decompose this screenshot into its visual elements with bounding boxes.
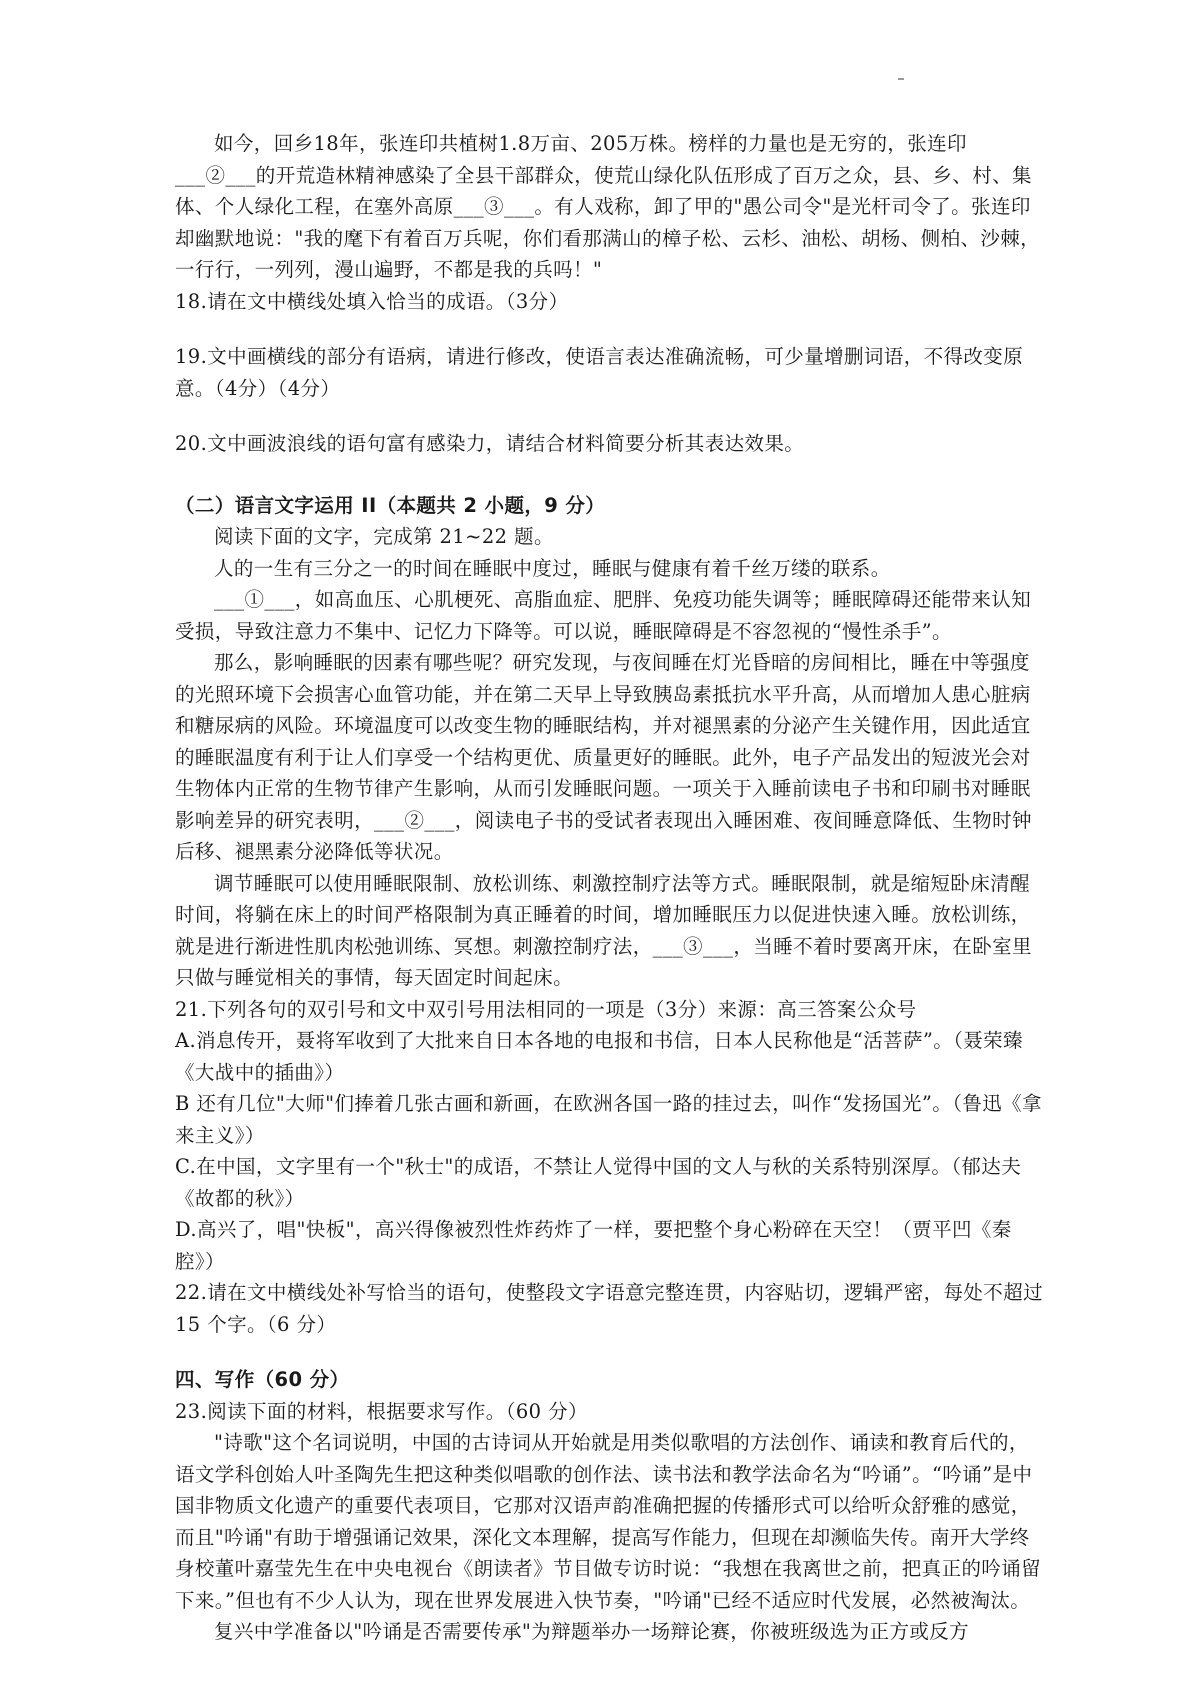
sleep-paragraph-4: 调节睡眠可以使用睡眠限制、放松训练、刺激控制疗法等方式。睡眠限制，就是缩短卧床清醒时间，将躺在床上的时间严格限制为真正睡着的时间，增加睡眠压力以促进快速入睡。放松训练，就是进行渐进性肌肉松弛训练、冥想。刺激控制疗法，___③___，当睡不着时要离开床，在卧室里只做与睡觉相关的事情，每天固定时间起床。 — [175, 871, 1032, 989]
section-2-heading: （二）语言文字运用 II（本题共 2 小题，9 分） — [175, 493, 606, 517]
sleep-paragraph-3: 那么，影响睡眠的因素有哪些呢？研究发现，与夜间睡在灯光昏暗的房间相比，睡在中等强度的光照环境下会损害心血管功能，并在第二天早上导致胰岛素抵抗水平升高，从而增加人患心脏病和糖尿病的风险。环境温度可以改变生物的睡眠结构，并对褪黑素的分泌产生关键作用，因此适宜的睡眠温度有利于让人们享受一个结构更优、质量更好的睡眠。此外，电子产品发出的短波光会对生物体内正常的生物节律产生影响，从而引发睡眠问题。一项关于入睡前读电子书和印刷书对睡眠影响差异的研究表明，___②___，阅读电子书的受试者表现出入睡困难、夜间睡意降低、生物时钟后移、褪黑素分泌降低等状况。 — [175, 651, 1032, 863]
question-22: 22.请在文中横线处补写恰当的语句，使整段文字语意完整连贯，内容贴切，逻辑严密，每处不超过 15 个字。（6 分） — [175, 1281, 1044, 1336]
essay-material-2: 复兴中学准备以"吟诵是否需要传承"为辩题举办一场辩论赛，你被班级选为正方或反方 — [214, 1620, 970, 1643]
option-d: D.高兴了，唱"快板"，高兴得像被烈性炸药炸了一样，要把整个身心粉碎在天空！（贾平凹《秦腔》） — [175, 1218, 1012, 1273]
essay-material-1: "诗歌"这个名词说明，中国的古诗词从开始就是用类似歌唱的方法创作、诵读和教育后代的，语文学科创始人叶圣陶先生把这种类似唱歌的创作法、读书法和教学法命名为“吟诵”。“吟诵”是中国非物质文化遗产的重要代表项目，它那对汉语声韵准确把握的传播形式可以给听众舒雅的感觉，而且"吟诵"有助于增强诵记效果，深化文本理解，提高写作能力，但现在却濒临失传。南开大学终身校董叶嘉莹先生在中央电视台《朗读者》节目做专访时说：“我想在我离世之前，把真正的吟诵留下来。”但也有不少人认为，现在世界发展进入快节奏，"吟诵"已经不适应时代发展，必然被淘汰。 — [175, 1431, 1042, 1612]
passage-tree-planting: 如今，回乡18年，张连印共植树1.8万亩、205万株。榜样的力量也是无穷的，张连印___②___的开荒造林精神感染了全县干部群众，使荒山绿化队伍形成了百万之众，县、乡、村、集体、个人绿化工程，在塞外高原___③___。有人戏称，卸了甲的"愚公司令"是光杆司令了。张连印却幽默地说："我的麾下有着百万兵呢，你们看那满山的樟子松、云杉、油松、胡杨、侧柏、沙棘，一行行，一列列，漫山遍野，不都是我的兵吗！" — [175, 132, 1041, 281]
scan-speck — [898, 78, 904, 80]
option-a: A.消息传开，聂将军收到了大批来自日本各地的电报和书信，日本人民称他是“活菩萨”。（聂荣臻《大战中的插曲》） — [175, 1029, 1023, 1084]
question-18: 18.请在文中横线处填入恰当的成语。（3分） — [175, 289, 569, 313]
question-19: 19.文中画横线的部分有语病，请进行修改，使语言表达准确流畅，可少量增删词语，不得改变原意。（4分）（4分） — [175, 345, 1024, 400]
sleep-paragraph-1: 人的一生有三分之一的时间在睡眠中度过，睡眠与健康有着千丝万缕的联系。 — [214, 556, 891, 580]
option-b: B 还有几位"大师"们捧着几张古画和新画，在欧洲各国一路的挂过去，叫作“发扬国光”。（鲁迅《拿来主义》） — [175, 1092, 1042, 1147]
option-c: C.在中国，文字里有一个"秋士"的成语，不禁让人觉得中国的文人与秋的关系特别深厚。（郁达夫《故都的秋》） — [175, 1155, 1022, 1210]
exam-page — [175, 128, 1045, 1648]
read-instruction: 阅读下面的文字，完成第 21~22 题。 — [214, 525, 554, 548]
question-20: 20.文中画波浪线的语句富有感染力，请结合材料简要分析其表达效果。 — [175, 432, 805, 455]
question-21: 21.下列各句的双引号和文中双引号用法相同的一项是（3分）来源：高三答案公众号 — [175, 997, 917, 1021]
section-4-heading: 四、写作（60 分） — [175, 1368, 350, 1391]
question-23: 23.阅读下面的材料，根据要求写作。（60 分） — [175, 1399, 588, 1423]
sleep-paragraph-2: ___①___，如高血压、心肌梗死、高脂血症、肥胖、免疫功能失调等；睡眠障碍还能带来认知受损，导致注意力不集中、记忆力下降等。可以说，睡眠障碍是不容忽视的“慢性杀手”。 — [175, 588, 1032, 643]
